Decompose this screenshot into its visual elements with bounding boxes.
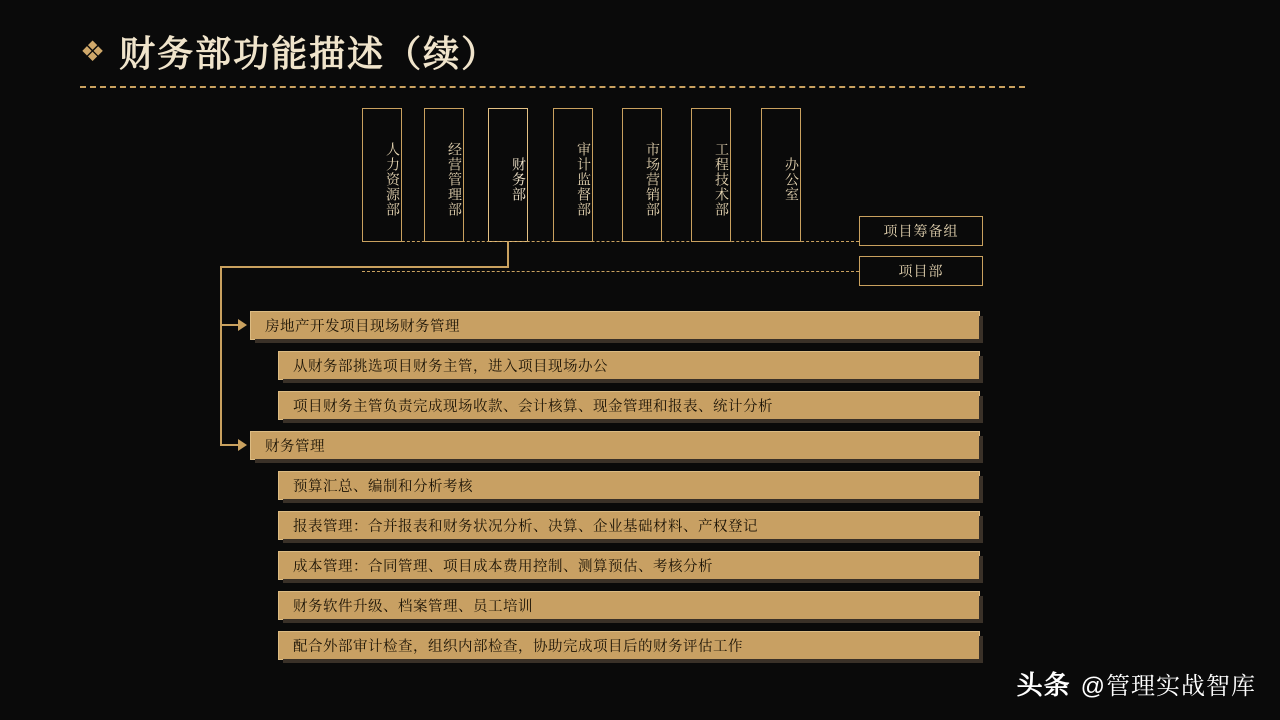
- dashed-connector-top: [362, 241, 859, 242]
- section-item-text: 成本管理：合同管理、项目成本费用控制、测算预估、考核分析: [293, 559, 713, 575]
- section-item-text: 项目财务主管负责完成现场收款、会计核算、现金管理和报表、统计分析: [293, 399, 773, 415]
- dept-label: 办公室: [784, 156, 800, 202]
- title-divider: [80, 86, 1025, 88]
- section-heading-text: 财务管理: [265, 439, 325, 455]
- tree-arrow-section-0: [238, 319, 247, 331]
- dept-box-5: [691, 108, 731, 242]
- dept-box-3: [553, 108, 593, 242]
- right-box-0: [859, 216, 983, 246]
- section-item-text: 从财务部挑选项目财务主管，进入项目现场办公: [293, 359, 608, 375]
- section-heading-bar: [250, 311, 980, 340]
- dept-label: 财务部: [511, 156, 527, 202]
- brand-watermark: [1017, 665, 1256, 702]
- dept-box-0: [362, 108, 402, 242]
- section-item-bar: [278, 551, 980, 580]
- page-title-text: 财务部功能描述（续）: [119, 33, 500, 74]
- section-heading-bar: [250, 431, 980, 460]
- dept-box-2: [488, 108, 528, 242]
- section-item-bar: [278, 471, 980, 500]
- diamond-icon: ❖: [80, 35, 106, 67]
- bar-shadow: [283, 619, 983, 623]
- tree-line-horizontal-dept: [220, 266, 509, 268]
- bar-shadow: [283, 659, 983, 663]
- bar-shadow: [283, 419, 983, 423]
- dept-box-4: [622, 108, 662, 242]
- tree-line-vertical-dept: [507, 242, 509, 268]
- dept-label: 经营管理部: [447, 141, 463, 217]
- page-title: [80, 26, 499, 77]
- dept-label: 审计监督部: [576, 141, 592, 217]
- tree-arrow-section-1: [238, 439, 247, 451]
- section-item-text: 配合外部审计检查，组织内部检查，协助完成项目后的财务评估工作: [293, 639, 743, 655]
- section-item-text: 预算汇总、编制和分析考核: [293, 479, 473, 495]
- right-box-label: 项目部: [898, 263, 944, 279]
- dept-box-6: [761, 108, 801, 242]
- bar-shadow: [255, 339, 983, 343]
- tree-branch-section-1: [220, 444, 240, 446]
- dashed-connector-bottom: [362, 271, 859, 272]
- right-box-label: 项目筹备组: [883, 223, 959, 239]
- section-item-bar: [278, 391, 980, 420]
- brand-name: @管理实战智库: [1080, 673, 1256, 700]
- dept-label: 人力资源部: [385, 141, 401, 217]
- section-item-bar: [278, 351, 980, 380]
- section-item-bar: [278, 631, 980, 660]
- brand-logo: 头条: [1016, 670, 1071, 700]
- bar-shadow: [283, 379, 983, 383]
- section-item-bar: [278, 511, 980, 540]
- bar-shadow: [255, 459, 983, 463]
- dept-label: 工程技术部: [714, 141, 730, 217]
- section-item-bar: [278, 591, 980, 620]
- tree-line-vertical-main: [220, 266, 222, 446]
- section-heading-text: 房地产开发项目现场财务管理: [265, 319, 460, 335]
- right-box-1: [859, 256, 983, 286]
- bar-shadow: [283, 579, 983, 583]
- section-item-text: 财务软件升级、档案管理、员工培训: [293, 599, 533, 615]
- tree-branch-section-0: [220, 324, 240, 326]
- bar-shadow: [283, 499, 983, 503]
- bar-shadow: [283, 539, 983, 543]
- section-item-text: 报表管理：合并报表和财务状况分析、决算、企业基础材料、产权登记: [293, 519, 758, 535]
- dept-label: 市场营销部: [645, 141, 661, 217]
- dept-box-1: [424, 108, 464, 242]
